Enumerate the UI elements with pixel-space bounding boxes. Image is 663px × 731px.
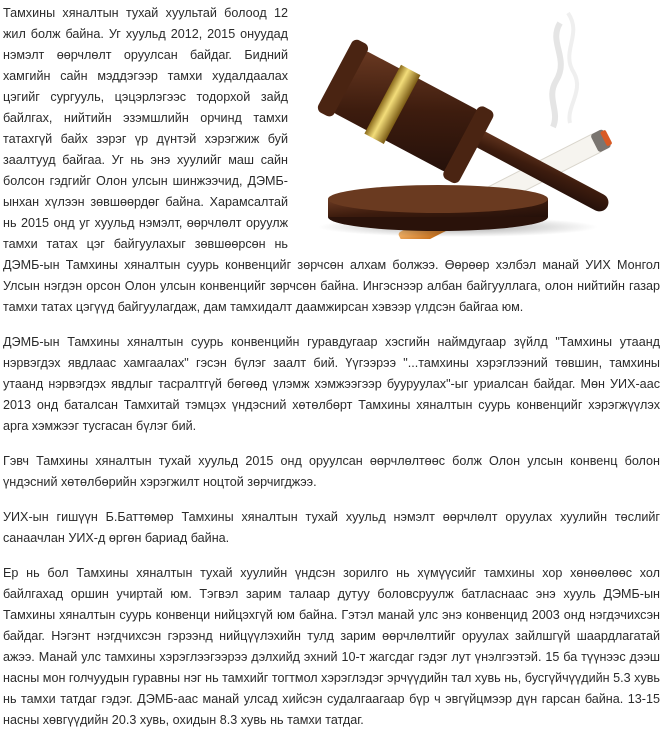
paragraph-5: Ер нь бол Тамхины хяналтын тухай хуулийн үндсэн зорилго нь хүмүүсийг тамхины хор хөнөөлөөс хол байлгахад оршин учиртай юм. Тэгвэл зарим талаар дутуу боловсруулж батлаcнаас энэ хууль ДЭМБ-ын Тамхины хяналтын суурь конвенци нийцэхгүй юм байна. Гэтэл манай улс энэ конвенцид 2003 онд нэгдэчихсэн байдаг. Нэгэнт нэгдчихсэн гэрээнд нийцүүлэхийн тулд зарим өөрчлөлтийг оруулах зайлшгүй шаардлагатай ажээ. Манай улс тамхины хэрэглээгээрээ дэлхийд эхний 10-т жагсдаг гэдэг лут үнэлгээтэй. 15 ба түүнээс дээш насны мон голчуудын гуравны нэг нь тамхийг тогтмол хэрэглэдэг эрчүүдийн тал хувь нь, бусгүйчүүдийн 5.3 хувь нь тамхи татдаг гэдэг. ДЭМБ-аас манай улсад хийсэн судалгаагаар бүр ч эвгүйцмээр дүн гарсан байна. 13-15 насны хөвгүүдийн 20.3 хувь, охидын 8.3 хувь нь тамхи татдаг.	[3, 566, 660, 727]
paragraph-2: ДЭМБ-ын Тамхины хяналтын суурь конвенцийн гуравдугаар хэсгийн наймдугаар зүйлд "Тамхины утаанд нэрвэгдэх явдлаас хамгаалах" гэсэн бүлэг заалт бий. Үүгээрээ "...тамхины хэрэглээний төвшин, тамхины утаанд нэрвэгдэх явдлыг тасралтгүй бөгөөд үлэмж хэмжээгээр бууруулах"-ыг уриалсан байдаг. Мөн УИХ-аас 2013 онд баталсан Тамхитай тэмцэх үндэсний хөтөлбөрт Тамхины хяналтын суурь конвенцийг хэрэгжүүлэх арга хэмжээг тусгасан бүлэг бий.	[3, 335, 660, 433]
illustration-svg	[298, 3, 660, 239]
paragraph-4: УИХ-ын гишүүн Б.Баттөмөр Тамхины хяналтын тухай хуульд нэмэлт өөрчлөлт оруулах хуулийн төслийг санаачлан УИХ-д өргөн бариад байна.	[3, 510, 660, 545]
paragraph-3: Гэвч Тамхины хяналтын тухай хуульд 2015 онд оруулсан өөрчлөлтөөс болж Олон улсын конвенц болон үндэсний хөтөлбөрийн хэрэгжилт ноцтой зөрчигджээ.	[3, 454, 660, 489]
gavel-and-cigarette-icon	[298, 3, 660, 239]
paragraph-1: Тамхины хяналтын тухай хуультай болоод 12 жил болж байна. Уг хуульд 2012, 2015 онуудад нэмэлт өөрчлөлт оруулсан байдаг. Бидний хамгийн сайн мэддэгээр тамхи худалдаалах цэгийг сургууль, цэцэрлэгээс тодорхой зайд байлгах, нийтийн эзэмшлийн орчинд тамхи татахгүй байх зэрэг үр дүнтэй хэрэгжиж буй заалтууд байгаа. Уг нь энэ хуулийг маш сайн болсон гэдгийг Олон улсын шинжээчид, ДЭМБ-ынхан хүлээн зөвшөөрдөг байна. Харамсалтай нь 2015 онд уг хуульд нэмэлт, өөрчлөлт оруулж тамхи татах цэг байгуулахыг зөвшөөрсөн нь ДЭМБ-ын Тамхины хяналтын суурь конвенцийг зөрчсөн алхам болжээ. Өөрөөр хэлбэл манай УИХ Монгол Улсын нэгдэн орсон Олон улсын конвенцийг зөрчсөн байна. Ингэснээр албан байгууллага, олон нийтийн газар тамхи татах цэгүүд байгуулагдаж, дам тамхидалт даамжирсан хэвээр үлдсэн байгаа юм.	[3, 6, 660, 314]
